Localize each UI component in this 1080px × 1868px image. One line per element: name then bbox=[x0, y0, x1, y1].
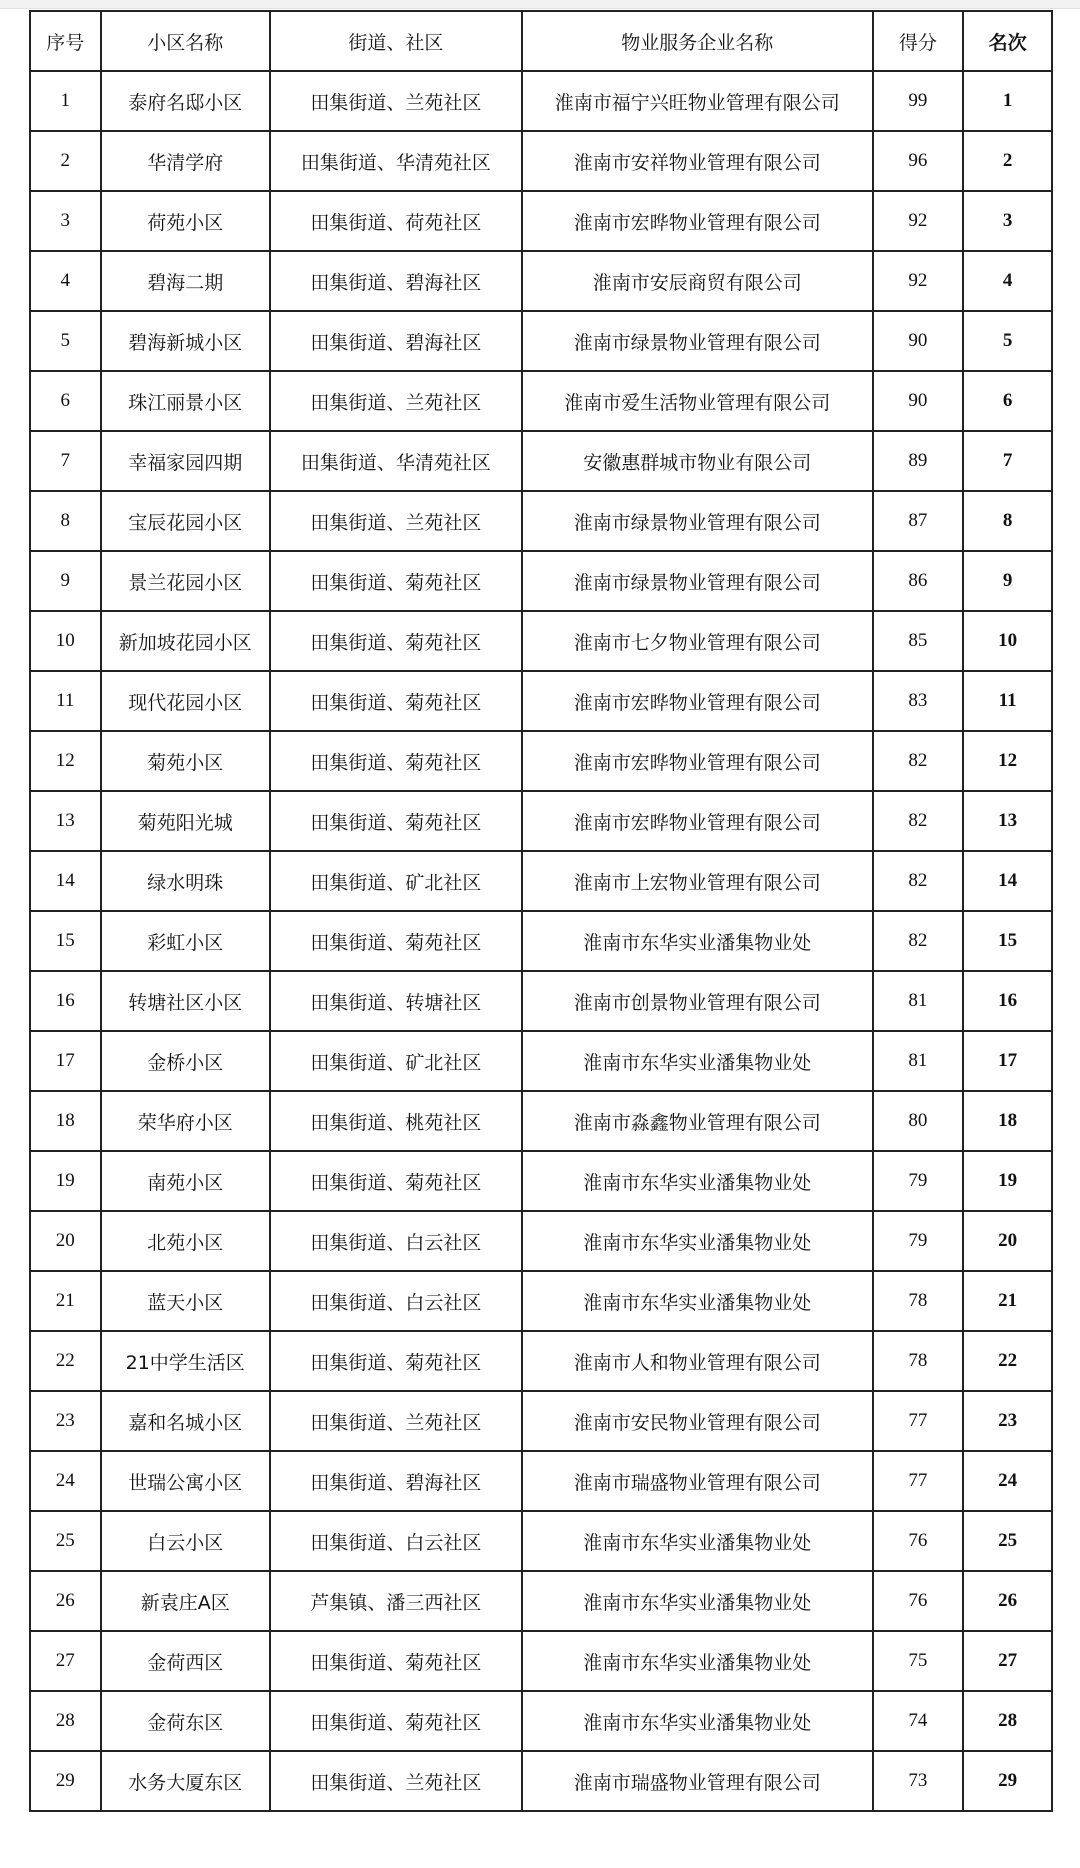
cell-community-name: 水务大厦东区 bbox=[101, 1751, 270, 1811]
table-row bbox=[30, 431, 1052, 491]
cell-street-community: 田集街道、菊苑社区 bbox=[270, 551, 522, 611]
cell-serial-number: 28 bbox=[30, 1691, 101, 1751]
cell-street-community: 田集街道、菊苑社区 bbox=[270, 611, 522, 671]
cell-serial-number: 16 bbox=[30, 971, 101, 1031]
cell-street-community: 田集街道、兰苑社区 bbox=[270, 491, 522, 551]
cell-property-company: 淮南市人和物业管理有限公司 bbox=[522, 1331, 873, 1391]
cell-community-name: 嘉和名城小区 bbox=[101, 1391, 270, 1451]
table-row bbox=[30, 1091, 1052, 1151]
cell-community-name: 珠江丽景小区 bbox=[101, 371, 270, 431]
cell-rank: 16 bbox=[963, 971, 1052, 1031]
cell-street-community: 田集街道、菊苑社区 bbox=[270, 1631, 522, 1691]
table-row bbox=[30, 851, 1052, 911]
cell-score: 80 bbox=[873, 1091, 964, 1151]
cell-community-name: 菊苑阳光城 bbox=[101, 791, 270, 851]
cell-community-name: 北苑小区 bbox=[101, 1211, 270, 1271]
cell-serial-number: 27 bbox=[30, 1631, 101, 1691]
cell-community-name: 菊苑小区 bbox=[101, 731, 270, 791]
cell-serial-number: 29 bbox=[30, 1751, 101, 1811]
cell-score: 75 bbox=[873, 1631, 964, 1691]
cell-serial-number: 26 bbox=[30, 1571, 101, 1631]
cell-rank: 2 bbox=[963, 131, 1052, 191]
cell-street-community: 田集街道、白云社区 bbox=[270, 1271, 522, 1331]
table-row bbox=[30, 1691, 1052, 1751]
cell-score: 79 bbox=[873, 1151, 964, 1211]
cell-street-community: 田集街道、白云社区 bbox=[270, 1511, 522, 1571]
cell-street-community: 田集街道、碧海社区 bbox=[270, 311, 522, 371]
cell-rank: 17 bbox=[963, 1031, 1052, 1091]
cell-street-community: 田集街道、菊苑社区 bbox=[270, 1691, 522, 1751]
cell-property-company: 淮南市绿景物业管理有限公司 bbox=[522, 491, 873, 551]
cell-property-company: 淮南市宏晔物业管理有限公司 bbox=[522, 791, 873, 851]
table-row bbox=[30, 1511, 1052, 1571]
cell-property-company: 淮南市东华实业潘集物业处 bbox=[522, 1271, 873, 1331]
cell-street-community: 田集街道、菊苑社区 bbox=[270, 1331, 522, 1391]
cell-score: 81 bbox=[873, 971, 964, 1031]
cell-serial-number: 11 bbox=[30, 671, 101, 731]
cell-street-community: 田集街道、菊苑社区 bbox=[270, 731, 522, 791]
cell-score: 81 bbox=[873, 1031, 964, 1091]
cell-rank: 24 bbox=[963, 1451, 1052, 1511]
cell-street-community: 田集街道、菊苑社区 bbox=[270, 671, 522, 731]
cell-score: 83 bbox=[873, 671, 964, 731]
cell-street-community: 田集街道、兰苑社区 bbox=[270, 71, 522, 131]
cell-street-community: 芦集镇、潘三西社区 bbox=[270, 1571, 522, 1631]
cell-community-name: 碧海二期 bbox=[101, 251, 270, 311]
cell-community-name: 新袁庄A区 bbox=[101, 1571, 270, 1631]
cell-community-name: 宝辰花园小区 bbox=[101, 491, 270, 551]
table-header-row bbox=[30, 11, 1052, 71]
cell-street-community: 田集街道、矿北社区 bbox=[270, 1031, 522, 1091]
cell-street-community: 田集街道、桃苑社区 bbox=[270, 1091, 522, 1151]
cell-community-name: 彩虹小区 bbox=[101, 911, 270, 971]
cell-score: 77 bbox=[873, 1391, 964, 1451]
header-property-company: 物业服务企业名称 bbox=[522, 11, 873, 71]
table-row bbox=[30, 1751, 1052, 1811]
cell-score: 79 bbox=[873, 1211, 964, 1271]
cell-property-company: 淮南市爱生活物业管理有限公司 bbox=[522, 371, 873, 431]
cell-community-name: 金荷西区 bbox=[101, 1631, 270, 1691]
cell-street-community: 田集街道、荷苑社区 bbox=[270, 191, 522, 251]
table-row bbox=[30, 791, 1052, 851]
table-row bbox=[30, 371, 1052, 431]
cell-rank: 25 bbox=[963, 1511, 1052, 1571]
cell-score: 96 bbox=[873, 131, 964, 191]
page-top-edge bbox=[0, 0, 1080, 9]
cell-serial-number: 15 bbox=[30, 911, 101, 971]
cell-community-name: 金荷东区 bbox=[101, 1691, 270, 1751]
property-ranking-table bbox=[29, 10, 1053, 1812]
cell-score: 90 bbox=[873, 311, 964, 371]
cell-community-name: 碧海新城小区 bbox=[101, 311, 270, 371]
cell-community-name: 现代花园小区 bbox=[101, 671, 270, 731]
cell-rank: 20 bbox=[963, 1211, 1052, 1271]
cell-rank: 14 bbox=[963, 851, 1052, 911]
cell-street-community: 田集街道、菊苑社区 bbox=[270, 911, 522, 971]
cell-score: 92 bbox=[873, 251, 964, 311]
cell-rank: 13 bbox=[963, 791, 1052, 851]
header-community-name: 小区名称 bbox=[101, 11, 270, 71]
table-row bbox=[30, 1571, 1052, 1631]
cell-score: 78 bbox=[873, 1271, 964, 1331]
table-body bbox=[30, 71, 1052, 1811]
header-street-community: 街道、社区 bbox=[270, 11, 522, 71]
cell-serial-number: 2 bbox=[30, 131, 101, 191]
cell-street-community: 田集街道、华清苑社区 bbox=[270, 431, 522, 491]
cell-serial-number: 5 bbox=[30, 311, 101, 371]
cell-property-company: 淮南市东华实业潘集物业处 bbox=[522, 1511, 873, 1571]
cell-rank: 11 bbox=[963, 671, 1052, 731]
cell-property-company: 安徽惠群城市物业有限公司 bbox=[522, 431, 873, 491]
cell-serial-number: 13 bbox=[30, 791, 101, 851]
cell-serial-number: 18 bbox=[30, 1091, 101, 1151]
cell-property-company: 淮南市东华实业潘集物业处 bbox=[522, 1571, 873, 1631]
cell-community-name: 21中学生活区 bbox=[101, 1331, 270, 1391]
cell-rank: 3 bbox=[963, 191, 1052, 251]
table-row bbox=[30, 1211, 1052, 1271]
cell-community-name: 华清学府 bbox=[101, 131, 270, 191]
header-score: 得分 bbox=[873, 11, 964, 71]
cell-score: 78 bbox=[873, 1331, 964, 1391]
cell-score: 92 bbox=[873, 191, 964, 251]
cell-community-name: 绿水明珠 bbox=[101, 851, 270, 911]
cell-property-company: 淮南市安辰商贸有限公司 bbox=[522, 251, 873, 311]
cell-rank: 8 bbox=[963, 491, 1052, 551]
table-row bbox=[30, 191, 1052, 251]
cell-score: 82 bbox=[873, 911, 964, 971]
cell-community-name: 金桥小区 bbox=[101, 1031, 270, 1091]
cell-community-name: 白云小区 bbox=[101, 1511, 270, 1571]
cell-score: 82 bbox=[873, 791, 964, 851]
cell-rank: 19 bbox=[963, 1151, 1052, 1211]
cell-serial-number: 24 bbox=[30, 1451, 101, 1511]
cell-rank: 15 bbox=[963, 911, 1052, 971]
cell-score: 86 bbox=[873, 551, 964, 611]
cell-property-company: 淮南市宏晔物业管理有限公司 bbox=[522, 731, 873, 791]
cell-community-name: 幸福家园四期 bbox=[101, 431, 270, 491]
cell-street-community: 田集街道、转塘社区 bbox=[270, 971, 522, 1031]
cell-community-name: 景兰花园小区 bbox=[101, 551, 270, 611]
cell-community-name: 新加坡花园小区 bbox=[101, 611, 270, 671]
cell-serial-number: 19 bbox=[30, 1151, 101, 1211]
cell-property-company: 淮南市东华实业潘集物业处 bbox=[522, 911, 873, 971]
cell-serial-number: 8 bbox=[30, 491, 101, 551]
table-row bbox=[30, 551, 1052, 611]
cell-score: 85 bbox=[873, 611, 964, 671]
cell-street-community: 田集街道、白云社区 bbox=[270, 1211, 522, 1271]
cell-property-company: 淮南市淼鑫物业管理有限公司 bbox=[522, 1091, 873, 1151]
cell-street-community: 田集街道、兰苑社区 bbox=[270, 1391, 522, 1451]
cell-street-community: 田集街道、菊苑社区 bbox=[270, 1151, 522, 1211]
table-row bbox=[30, 1331, 1052, 1391]
cell-property-company: 淮南市东华实业潘集物业处 bbox=[522, 1691, 873, 1751]
cell-property-company: 淮南市绿景物业管理有限公司 bbox=[522, 551, 873, 611]
cell-score: 74 bbox=[873, 1691, 964, 1751]
cell-street-community: 田集街道、矿北社区 bbox=[270, 851, 522, 911]
cell-serial-number: 17 bbox=[30, 1031, 101, 1091]
table-row bbox=[30, 971, 1052, 1031]
cell-property-company: 淮南市宏晔物业管理有限公司 bbox=[522, 671, 873, 731]
cell-property-company: 淮南市东华实业潘集物业处 bbox=[522, 1631, 873, 1691]
cell-rank: 29 bbox=[963, 1751, 1052, 1811]
cell-community-name: 荣华府小区 bbox=[101, 1091, 270, 1151]
cell-street-community: 田集街道、华清苑社区 bbox=[270, 131, 522, 191]
table-row bbox=[30, 1391, 1052, 1451]
cell-community-name: 泰府名邸小区 bbox=[101, 71, 270, 131]
cell-serial-number: 22 bbox=[30, 1331, 101, 1391]
cell-serial-number: 10 bbox=[30, 611, 101, 671]
table-row bbox=[30, 251, 1052, 311]
cell-rank: 6 bbox=[963, 371, 1052, 431]
table-row bbox=[30, 1271, 1052, 1331]
cell-property-company: 淮南市宏晔物业管理有限公司 bbox=[522, 191, 873, 251]
cell-rank: 28 bbox=[963, 1691, 1052, 1751]
cell-serial-number: 4 bbox=[30, 251, 101, 311]
cell-street-community: 田集街道、碧海社区 bbox=[270, 1451, 522, 1511]
cell-rank: 5 bbox=[963, 311, 1052, 371]
cell-score: 99 bbox=[873, 71, 964, 131]
cell-property-company: 淮南市瑞盛物业管理有限公司 bbox=[522, 1451, 873, 1511]
cell-score: 77 bbox=[873, 1451, 964, 1511]
cell-property-company: 淮南市安民物业管理有限公司 bbox=[522, 1391, 873, 1451]
cell-street-community: 田集街道、兰苑社区 bbox=[270, 1751, 522, 1811]
cell-rank: 21 bbox=[963, 1271, 1052, 1331]
table-row bbox=[30, 131, 1052, 191]
table-row bbox=[30, 311, 1052, 371]
cell-property-company: 淮南市东华实业潘集物业处 bbox=[522, 1031, 873, 1091]
table-row bbox=[30, 911, 1052, 971]
header-rank: 名次 bbox=[963, 11, 1052, 71]
cell-rank: 27 bbox=[963, 1631, 1052, 1691]
cell-rank: 7 bbox=[963, 431, 1052, 491]
header-serial-number: 序号 bbox=[30, 11, 101, 71]
cell-rank: 26 bbox=[963, 1571, 1052, 1631]
cell-serial-number: 1 bbox=[30, 71, 101, 131]
cell-property-company: 淮南市福宁兴旺物业管理有限公司 bbox=[522, 71, 873, 131]
cell-rank: 22 bbox=[963, 1331, 1052, 1391]
cell-score: 73 bbox=[873, 1751, 964, 1811]
cell-property-company: 淮南市东华实业潘集物业处 bbox=[522, 1211, 873, 1271]
cell-community-name: 蓝天小区 bbox=[101, 1271, 270, 1331]
cell-property-company: 淮南市安祥物业管理有限公司 bbox=[522, 131, 873, 191]
cell-rank: 1 bbox=[963, 71, 1052, 131]
table-row bbox=[30, 71, 1052, 131]
cell-serial-number: 9 bbox=[30, 551, 101, 611]
cell-score: 90 bbox=[873, 371, 964, 431]
cell-score: 89 bbox=[873, 431, 964, 491]
cell-serial-number: 3 bbox=[30, 191, 101, 251]
cell-serial-number: 23 bbox=[30, 1391, 101, 1451]
cell-score: 76 bbox=[873, 1511, 964, 1571]
cell-street-community: 田集街道、碧海社区 bbox=[270, 251, 522, 311]
cell-score: 82 bbox=[873, 731, 964, 791]
cell-street-community: 田集街道、菊苑社区 bbox=[270, 791, 522, 851]
table-row bbox=[30, 1031, 1052, 1091]
cell-property-company: 淮南市绿景物业管理有限公司 bbox=[522, 311, 873, 371]
cell-serial-number: 6 bbox=[30, 371, 101, 431]
cell-serial-number: 20 bbox=[30, 1211, 101, 1271]
cell-community-name: 荷苑小区 bbox=[101, 191, 270, 251]
cell-rank: 18 bbox=[963, 1091, 1052, 1151]
cell-community-name: 南苑小区 bbox=[101, 1151, 270, 1211]
cell-community-name: 世瑞公寓小区 bbox=[101, 1451, 270, 1511]
cell-community-name: 转塘社区小区 bbox=[101, 971, 270, 1031]
cell-rank: 10 bbox=[963, 611, 1052, 671]
cell-property-company: 淮南市东华实业潘集物业处 bbox=[522, 1151, 873, 1211]
cell-property-company: 淮南市七夕物业管理有限公司 bbox=[522, 611, 873, 671]
cell-rank: 12 bbox=[963, 731, 1052, 791]
cell-rank: 23 bbox=[963, 1391, 1052, 1451]
cell-property-company: 淮南市上宏物业管理有限公司 bbox=[522, 851, 873, 911]
cell-property-company: 淮南市创景物业管理有限公司 bbox=[522, 971, 873, 1031]
cell-serial-number: 14 bbox=[30, 851, 101, 911]
cell-serial-number: 12 bbox=[30, 731, 101, 791]
cell-street-community: 田集街道、兰苑社区 bbox=[270, 371, 522, 431]
table-row bbox=[30, 671, 1052, 731]
cell-rank: 4 bbox=[963, 251, 1052, 311]
cell-serial-number: 21 bbox=[30, 1271, 101, 1331]
cell-serial-number: 7 bbox=[30, 431, 101, 491]
cell-score: 87 bbox=[873, 491, 964, 551]
cell-score: 76 bbox=[873, 1571, 964, 1631]
cell-serial-number: 25 bbox=[30, 1511, 101, 1571]
table-row bbox=[30, 611, 1052, 671]
table-row bbox=[30, 1151, 1052, 1211]
table-row bbox=[30, 491, 1052, 551]
table-row bbox=[30, 1451, 1052, 1511]
table-row bbox=[30, 731, 1052, 791]
cell-score: 82 bbox=[873, 851, 964, 911]
cell-property-company: 淮南市瑞盛物业管理有限公司 bbox=[522, 1751, 873, 1811]
table-row bbox=[30, 1631, 1052, 1691]
cell-rank: 9 bbox=[963, 551, 1052, 611]
